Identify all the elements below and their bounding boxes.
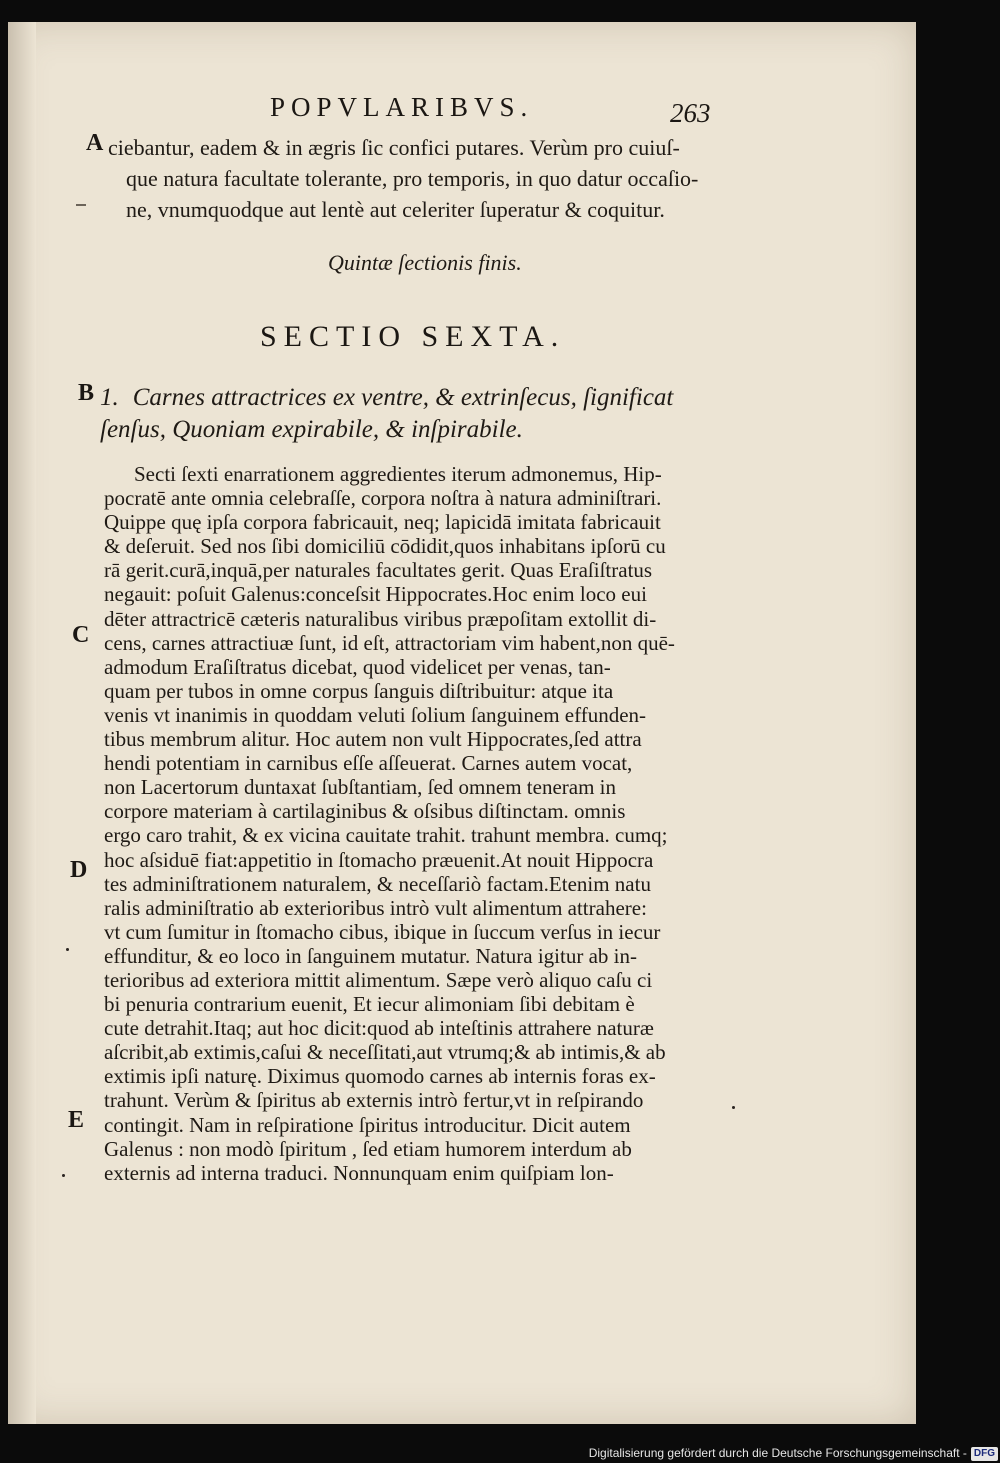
body-line: vt cum ſumitur in ſtomacho cibus, ibique in ſuccum verſus in iecur [104,919,661,944]
body-line: negauit: poſuit Galenus:conceſsit Hippocrates.Hoc enim loco eui [104,582,647,607]
aphorism-number: 1. [100,384,119,411]
aphorism-line: ſenſus, Quoniam expirabile, & inſpirabile. [100,416,523,443]
body-line: admodum Eraſiſtratus dicebat, quod videlicet per venas, tan- [104,654,611,679]
body-line: ergo caro trahit, & ex vicina cauitate trahit. trahunt membra. cumq; [104,823,668,848]
body-line: cens, carnes attractiuæ ſunt, id eſt, attractoriam vim habent,non quē- [104,630,675,655]
body-line: pocratē ante omnia celebraſſe, corpora noſtra à natura adminiſtrari. [104,486,662,511]
page-number: 263 [670,98,711,128]
page-gutter-shadow [8,22,36,1424]
intro-paragraph [108,132,758,225]
aphorism [100,382,760,446]
margin-letter-e: E [68,1107,85,1133]
credit-text: Digitalisierung gefördert durch die Deutsche Forschungsgemeinschaft - [588,1446,967,1460]
intro-line: ciebantur, eadem & in ægris ſic confici putares. Verùm pro cuiuſ- [108,135,680,160]
margin-letter-c: C [72,622,90,648]
body-line: cute detrahit.Itaq; aut hoc dicit:quod ab inteſtinis attrahere naturæ [104,1016,654,1041]
body-line: corpore materiam à cartilaginibus & oſsibus diſtinctam. omnis [104,799,626,824]
body-line: venis vt inanimis in quoddam veluti ſolium ſanguinem effunden- [104,702,647,727]
body-line: quam per tubos in omne corpus ſanguis diſtribuitur: atque ita [104,678,614,703]
running-head: POPVLARIBVS. [270,92,534,122]
margin-dot [66,948,69,951]
commentary-paragraph [104,462,759,1185]
body-line: aſcribit,ab extimis,caſui & neceſſitati,aut vtrumq;& ab intimis,& ab [104,1040,666,1065]
body-line: tes adminiſtrationem naturalem, & neceſſariò factam.Etenim natu [104,871,651,896]
body-line: contingit. Nam in reſpiratione ſpiritus introducitur. Dicit autem [104,1112,631,1137]
body-line: hoc aſsiduē fiat:appetitio in ſtomacho præuenit.At nouit Hippocra [104,847,654,872]
body-line: Galenus : non modò ſpiritum , ſed etiam humorem interdum ab [104,1136,632,1161]
digitization-credit [560,1443,1000,1463]
body-line: & deſeruit. Sed nos ſibi domiciliū cōdidit,quos inhabitans ipſorū cu [104,534,666,559]
body-line: trahunt. Verùm & ſpiritus ab externis intrò fertur,vt in reſpirando [104,1088,644,1113]
aphorism-line [100,382,760,414]
margin-letter-b: B [78,380,95,406]
section-title: SECTIO SEXTA. [260,320,566,353]
body-line: Quippe quę ipſa corpora fabricauit, neq; lapicidā imitata fabricauit [104,510,661,535]
body-line: Secti ſexti enarrationem aggredientes iterum admonemus, Hip- [134,462,662,486]
body-line: externis ad interna traduci. Nonnunquam enim quiſpiam lon- [104,1160,614,1185]
body-line: rā gerit.curā,inquā,per naturales facultates gerit. Quas Eraſiſtratus [104,558,653,583]
book-page [8,22,916,1424]
intro-line: que natura facultate tolerante, pro temporis, in quo datur occaſio- [126,166,699,191]
section-end-note: Quintæ ſectionis finis. [328,250,522,275]
body-line: ralis adminiſtratio ab exterioribus intrò vult alimentum attrahere: [104,895,647,920]
dfg-logo: DFG [971,1447,998,1461]
body-line: bi penuria contrarium euenit, Et iecur alimoniam ſibi debitam è [104,992,635,1017]
body-line: effunditur, & eo loco in ſanguinem mutatur. Natura igitur ab in- [104,943,637,968]
aphorism-text: Carnes attractrices ex ventre, & extrinſecus, ſignificat [132,384,674,411]
margin-mark [76,204,86,206]
intro-line: ne, vnumquodque aut lentè aut celeriter ſuperatur & coquitur. [126,197,665,222]
margin-letter-d: D [70,857,88,883]
body-line: tibus membrum alitur. Hoc autem non vult Hippocrates,ſed attra [104,727,642,752]
body-line: hendi potentiam in carnibus eſſe aſſeuerat. Carnes autem vocat, [104,751,633,776]
body-line: extimis ipſi naturę. Diximus quomodo carnes ab internis foras ex- [104,1064,656,1089]
margin-letter-a: A [86,130,104,156]
body-line: non Lacertorum duntaxat ſubſtantiam, ſed omnem teneram in [104,775,617,800]
body-line: terioribus ad exteriora mittit alimentum. Sæpe verò aliquo caſu ci [104,967,653,992]
body-line: dēter attractricē cæteris naturalibus viribus præpoſitam extollit di- [104,606,657,631]
margin-dot [62,1174,65,1177]
